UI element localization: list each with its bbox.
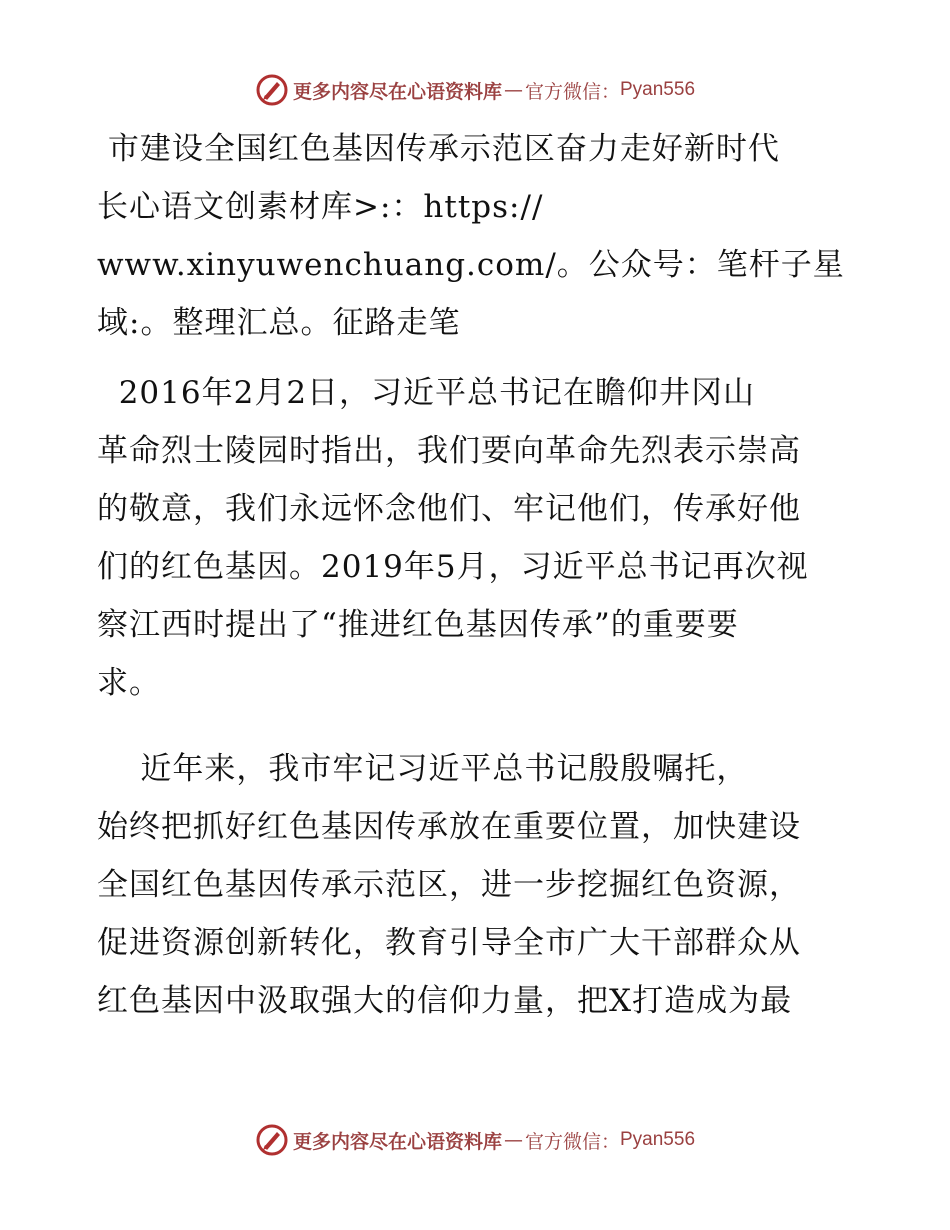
watermark-wechat-label: 官方微信： xyxy=(524,1130,620,1153)
watermark-separator: — xyxy=(503,79,523,101)
paragraph-line: 2016年2月2日，习近平总书记在瞻仰井冈山 xyxy=(97,375,756,411)
document-body xyxy=(97,120,857,1030)
pen-logo-icon xyxy=(255,73,289,107)
paragraph-line: 革命烈士陵园时指出，我们要向革命先烈表示崇高 xyxy=(97,433,801,469)
title-line: 市建设全国红色基因传承示范区奋力走好新时代 xyxy=(97,131,780,167)
pen-logo-icon xyxy=(255,1123,289,1157)
paragraph-line: 始终把抓好红色基因传承放在重要位置，加快建设 xyxy=(97,809,801,845)
watermark-brand: 更多内容尽在心语资料库 xyxy=(292,80,502,103)
paragraph-line: 们的红色基因。2019年5月，习近平总书记再次视 xyxy=(97,549,809,585)
paragraph-1 xyxy=(97,364,857,712)
paragraph-line: 促进资源创新转化，教育引导全市广大干部群众从 xyxy=(97,925,801,961)
watermark-header xyxy=(0,70,950,110)
title-line: 长心语文创素材库>:：https:// xyxy=(97,189,544,225)
paragraph-line: 察江西时提出了“推进红色基因传承”的重要要 xyxy=(97,607,739,643)
paragraph-line: 求。 xyxy=(97,665,161,701)
paragraph-line: 红色基因中汲取强大的信仰力量，把X打造成为最 xyxy=(97,983,793,1019)
watermark-wechat-id: Pyan556 xyxy=(620,79,696,100)
paragraph-2 xyxy=(97,740,857,1030)
watermark-separator: — xyxy=(503,1129,523,1151)
title-line: www.xinyuwenchuang.com/。公众号：笔杆子星 xyxy=(97,247,845,283)
paragraph-line: 的敬意，我们永远怀念他们、牢记他们，传承好他 xyxy=(97,491,801,527)
watermark-brand: 更多内容尽在心语资料库 xyxy=(292,1130,502,1153)
watermark-wechat-id: Pyan556 xyxy=(620,1129,696,1150)
watermark-footer xyxy=(0,1120,950,1160)
document-title xyxy=(97,120,857,352)
watermark-wechat-label: 官方微信： xyxy=(524,80,620,103)
title-line: 域:。整理汇总。征路走笔 xyxy=(97,305,461,341)
paragraph-line: 近年来，我市牢记习近平总书记殷殷嘱托， xyxy=(97,751,749,787)
paragraph-line: 全国红色基因传承示范区，进一步挖掘红色资源， xyxy=(97,867,801,903)
